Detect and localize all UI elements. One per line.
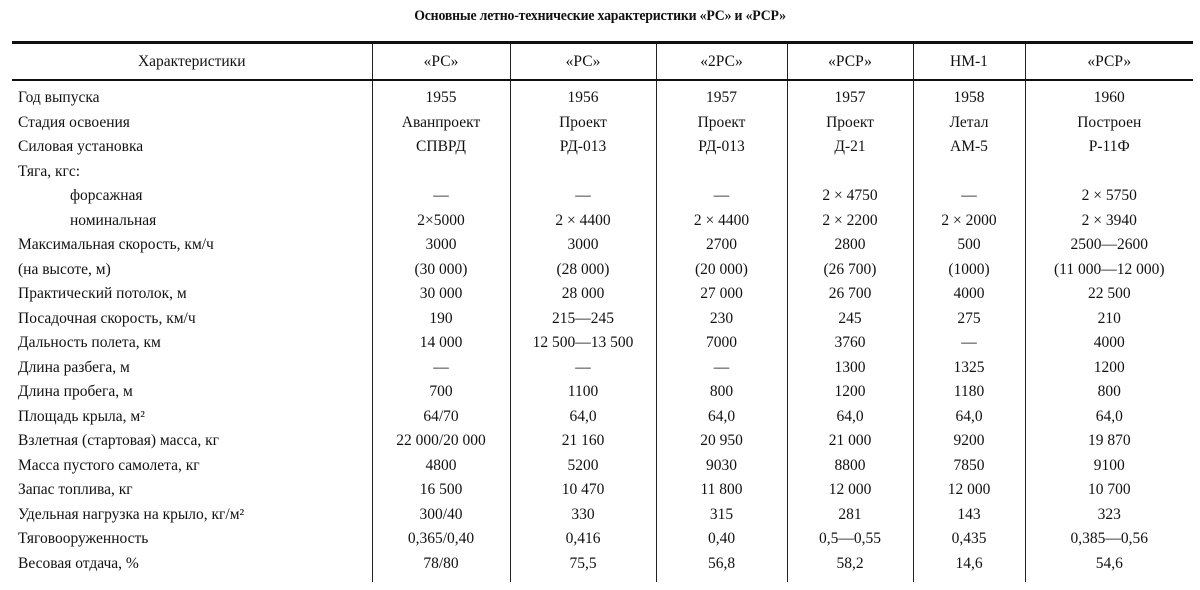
- table-cell: 1960: [1025, 80, 1193, 111]
- table-cell: 11 800: [656, 478, 787, 503]
- table-cell: 1957: [787, 80, 913, 111]
- table-cell: 8800: [787, 454, 913, 479]
- table-row: [12, 331, 1193, 356]
- row-label: Тяга, кгс:: [18, 162, 81, 180]
- table-cell: 27 000: [656, 282, 787, 307]
- table-row: [12, 307, 1193, 332]
- table-cell: (26 700): [787, 258, 913, 283]
- table-cell: (11 000—12 000): [1025, 258, 1193, 283]
- table-cell: Летал: [913, 111, 1025, 136]
- table-cell: 7000: [656, 331, 787, 356]
- table-cell: 323: [1025, 503, 1193, 528]
- table-cell: 2 × 3940: [1025, 209, 1193, 234]
- column-header-nm1: НМ-1: [913, 43, 1025, 81]
- table-cell: 2800: [787, 233, 913, 258]
- table-cell: 10 470: [510, 478, 656, 503]
- row-label: Удельная нагрузка на крыло, кг/м²: [18, 505, 245, 523]
- table-cell: 800: [656, 380, 787, 405]
- table-cell: РД-013: [656, 135, 787, 160]
- table-cell: 21 160: [510, 429, 656, 454]
- table-cell: 1325: [913, 356, 1025, 381]
- table-cell: (30 000): [372, 258, 510, 283]
- table-row: [12, 160, 1193, 185]
- table-cell: 4000: [1025, 331, 1193, 356]
- row-label: Год выпуска: [18, 89, 100, 106]
- table-cell: 0,40: [656, 527, 787, 552]
- row-label: Взлетная (стартовая) масса, кг: [18, 432, 219, 449]
- column-header-rsr-1957: «РСР»: [787, 43, 913, 81]
- table-cell: Проект: [510, 111, 656, 136]
- table-row: [12, 503, 1193, 528]
- table-cell: 1100: [510, 380, 656, 405]
- table-cell: Проект: [656, 111, 787, 136]
- table-cell: 16 500: [372, 478, 510, 503]
- table-cell: (20 000): [656, 258, 787, 283]
- table-cell: —: [372, 356, 510, 381]
- table-cell: 75,5: [510, 552, 656, 583]
- column-header-rs-1955: «РС»: [372, 43, 510, 81]
- table-cell: 0,385—0,56: [1025, 527, 1193, 552]
- table-cell: 2 × 4750: [787, 184, 913, 209]
- table-cell: [372, 160, 510, 185]
- table-cell: 2 × 4400: [510, 209, 656, 234]
- row-label: Запас топлива, кг: [18, 481, 133, 498]
- table-cell: 12 000: [913, 478, 1025, 503]
- table-cell: 1955: [372, 80, 510, 111]
- column-header-2rs: «2РС»: [656, 43, 787, 81]
- row-label: (на высоте, м): [18, 260, 111, 278]
- table-cell: 275: [913, 307, 1025, 332]
- table-cell: —: [913, 184, 1025, 209]
- table-cell: 14,6: [913, 552, 1025, 583]
- table-cell: 330: [510, 503, 656, 528]
- table-cell: 4000: [913, 282, 1025, 307]
- table-cell: 19 870: [1025, 429, 1193, 454]
- row-label: форсажная: [70, 187, 143, 204]
- table-row: [12, 356, 1193, 381]
- table-cell: 1956: [510, 80, 656, 111]
- table-cell: 1300: [787, 356, 913, 381]
- table-cell: Проект: [787, 111, 913, 136]
- row-label: номинальная: [70, 211, 157, 229]
- table-cell: 2 × 5750: [1025, 184, 1193, 209]
- table-cell: 2700: [656, 233, 787, 258]
- table-cell: 281: [787, 503, 913, 528]
- table-cell: (28 000): [510, 258, 656, 283]
- row-label: Масса пустого самолета, кг: [18, 456, 200, 474]
- table-cell: Построен: [1025, 111, 1193, 136]
- table-row: [12, 111, 1193, 136]
- table-cell: 1958: [913, 80, 1025, 111]
- table-cell: 2 × 4400: [656, 209, 787, 234]
- row-label: Дальность полета, км: [18, 334, 161, 351]
- table-cell: —: [372, 184, 510, 209]
- table-cell: 9100: [1025, 454, 1193, 479]
- table-title: Основные летно-технические характеристики «РС» и «РСР»: [414, 8, 786, 24]
- table-cell: 800: [1025, 380, 1193, 405]
- table-row: [12, 135, 1193, 160]
- table-cell: 64,0: [913, 405, 1025, 430]
- table-cell: 0,365/0,40: [372, 527, 510, 552]
- table-cell: 215—245: [510, 307, 656, 332]
- row-label: Посадочная скорость, км/ч: [18, 309, 196, 327]
- table-cell: 9030: [656, 454, 787, 479]
- table-cell: 22 500: [1025, 282, 1193, 307]
- table-cell: 300/40: [372, 503, 510, 528]
- table-cell: РД-013: [510, 135, 656, 160]
- table-cell: [656, 160, 787, 185]
- row-label: Стадия освоения: [18, 113, 130, 131]
- table-cell: 700: [372, 380, 510, 405]
- table-cell: 20 950: [656, 429, 787, 454]
- table-cell: (1000): [913, 258, 1025, 283]
- table-cell: 9200: [913, 429, 1025, 454]
- table-cell: 12 000: [787, 478, 913, 503]
- table-cell: СПВРД: [372, 135, 510, 160]
- table-cell: [787, 160, 913, 185]
- table-cell: 7850: [913, 454, 1025, 479]
- table-cell: [510, 160, 656, 185]
- table-cell: —: [510, 356, 656, 381]
- table-cell: 56,8: [656, 552, 787, 583]
- table-cell: 190: [372, 307, 510, 332]
- table-cell: —: [510, 184, 656, 209]
- table-cell: —: [656, 356, 787, 381]
- header-row: [12, 43, 1193, 81]
- table-row: [12, 552, 1193, 583]
- table-cell: 28 000: [510, 282, 656, 307]
- table-cell: 230: [656, 307, 787, 332]
- table-row: [12, 80, 1193, 111]
- table-cell: 5200: [510, 454, 656, 479]
- table-cell: 22 000/20 000: [372, 429, 510, 454]
- table-cell: 143: [913, 503, 1025, 528]
- table-cell: 0,416: [510, 527, 656, 552]
- table-cell: 64,0: [656, 405, 787, 430]
- table-row: [12, 233, 1193, 258]
- table-row: [12, 527, 1193, 552]
- row-label: Длина разбега, м: [18, 358, 130, 376]
- table-cell: [1025, 160, 1193, 185]
- table-cell: 3760: [787, 331, 913, 356]
- table-row: [12, 478, 1193, 503]
- table-cell: —: [656, 184, 787, 209]
- table-cell: 0,435: [913, 527, 1025, 552]
- table-cell: 2×5000: [372, 209, 510, 234]
- table-cell: Д-21: [787, 135, 913, 160]
- table-cell: 0,5—0,55: [787, 527, 913, 552]
- table-cell: 1180: [913, 380, 1025, 405]
- table-cell: 500: [913, 233, 1025, 258]
- table-row: [12, 429, 1193, 454]
- table-row: [12, 282, 1193, 307]
- characteristics-table: [12, 41, 1193, 582]
- column-header-rs-1956: «РС»: [510, 43, 656, 81]
- row-label: Максимальная скорость, км/ч: [18, 236, 214, 253]
- table-cell: 2 × 2200: [787, 209, 913, 234]
- table-cell: 1200: [1025, 356, 1193, 381]
- row-label: Силовая установка: [18, 138, 144, 155]
- table-cell: 21 000: [787, 429, 913, 454]
- row-label: Тяговооруженность: [18, 530, 149, 547]
- table-cell: 58,2: [787, 552, 913, 583]
- table-cell: 210: [1025, 307, 1193, 332]
- table-cell: Р-11Ф: [1025, 135, 1193, 160]
- table-cell: 3000: [372, 233, 510, 258]
- table-row: [12, 405, 1193, 430]
- table-cell: 1200: [787, 380, 913, 405]
- table-cell: 2500—2600: [1025, 233, 1193, 258]
- table-cell: 315: [656, 503, 787, 528]
- table-cell: 1957: [656, 80, 787, 111]
- table-cell: 64,0: [510, 405, 656, 430]
- table-row: [12, 209, 1193, 234]
- column-header-characteristics: Характеристики: [12, 43, 372, 81]
- table-cell: 3000: [510, 233, 656, 258]
- table-cell: 4800: [372, 454, 510, 479]
- row-label: Площадь крыла, м²: [18, 407, 145, 425]
- table-row: [12, 380, 1193, 405]
- table-cell: 245: [787, 307, 913, 332]
- table-cell: 78/80: [372, 552, 510, 583]
- table-cell: АМ-5: [913, 135, 1025, 160]
- column-header-rsr-1960: «РСР»: [1025, 43, 1193, 81]
- table-cell: 64,0: [1025, 405, 1193, 430]
- row-label: Весовая отдача, %: [18, 554, 139, 572]
- table-cell: [913, 160, 1025, 185]
- row-label: Длина пробега, м: [18, 383, 133, 400]
- table-cell: 64,0: [787, 405, 913, 430]
- row-label: Практический потолок, м: [18, 285, 187, 302]
- table-row: [12, 454, 1193, 479]
- table-cell: 14 000: [372, 331, 510, 356]
- table-cell: 26 700: [787, 282, 913, 307]
- table-cell: 64/70: [372, 405, 510, 430]
- table-cell: —: [913, 331, 1025, 356]
- table-cell: 54,6: [1025, 552, 1193, 583]
- table-cell: 2 × 2000: [913, 209, 1025, 234]
- table-cell: 12 500—13 500: [510, 331, 656, 356]
- table-cell: 30 000: [372, 282, 510, 307]
- table-row: [12, 258, 1193, 283]
- table-row: [12, 184, 1193, 209]
- table-cell: 10 700: [1025, 478, 1193, 503]
- table-cell: Аванпроект: [372, 111, 510, 136]
